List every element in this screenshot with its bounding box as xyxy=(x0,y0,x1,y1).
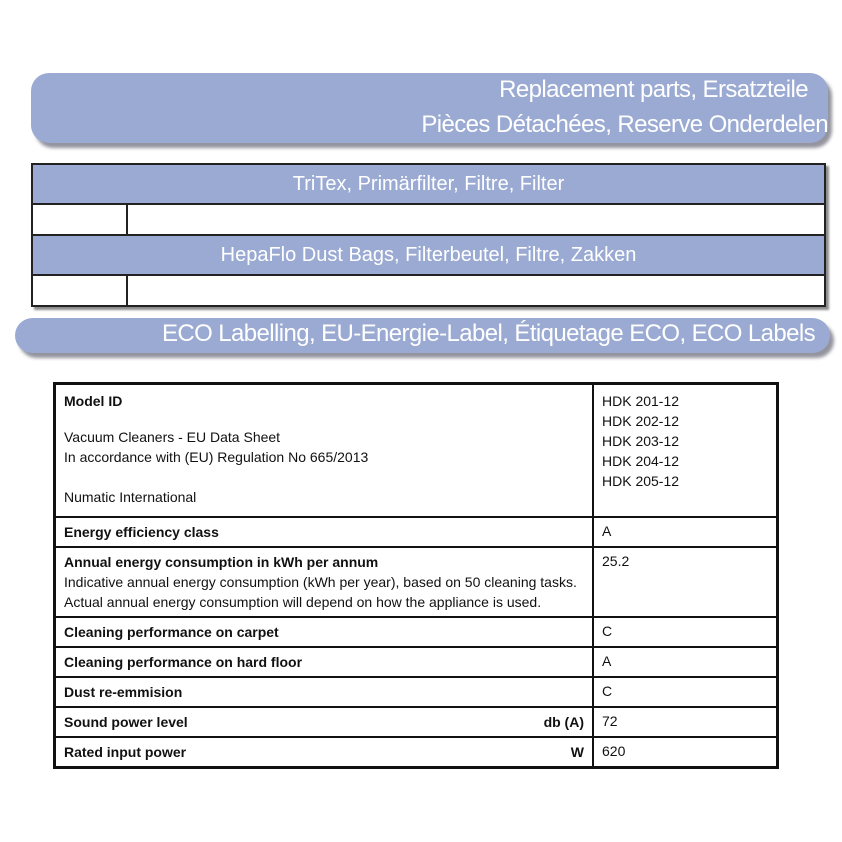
energy-class-value: A xyxy=(593,517,778,547)
eu-data-sheet-table xyxy=(53,382,779,769)
input-power-row xyxy=(55,737,778,768)
carpet-performance-value: C xyxy=(593,617,778,647)
sound-power-row xyxy=(55,707,778,737)
input-power-label: Rated input power xyxy=(64,743,187,760)
dust-reemission-label: Dust re-emmision xyxy=(55,677,594,707)
part-number-cell xyxy=(33,205,128,234)
regulation-text: In accordance with (EU) Regulation No 665/2013 xyxy=(64,449,369,465)
replacement-parts-banner xyxy=(31,73,828,143)
sound-power-label: Sound power level xyxy=(64,713,188,730)
model-number: HDK 205-12 xyxy=(602,473,680,489)
manufacturer-name: Numatic International xyxy=(64,489,197,505)
eco-labelling-banner xyxy=(15,318,830,353)
annual-consumption-label: Annual energy consumption in kWh per annum xyxy=(64,553,379,570)
model-number: HDK 204-12 xyxy=(602,453,680,469)
hard-floor-performance-value: A xyxy=(593,647,778,677)
part-description-cell xyxy=(128,276,824,305)
energy-class-label: Energy efficiency class xyxy=(55,517,594,547)
annual-consumption-value: 25.2 xyxy=(593,547,778,617)
carpet-performance-label: Cleaning performance on carpet xyxy=(55,617,594,647)
model-number: HDK 201-12 xyxy=(602,393,680,409)
annual-consumption-cell xyxy=(55,547,594,617)
tritex-filter-row xyxy=(33,205,824,236)
hard-floor-performance-row xyxy=(55,647,778,677)
dust-reemission-value: C xyxy=(593,677,778,707)
energy-class-row xyxy=(55,517,778,547)
model-number: HDK 203-12 xyxy=(602,433,680,449)
hepaflo-bags-row xyxy=(33,276,824,305)
input-power-cell xyxy=(55,737,594,768)
hard-floor-performance-label: Cleaning performance on hard floor xyxy=(55,647,594,677)
banner-title-line2: Pièces Détachées, Reserve Onderdelen xyxy=(421,111,828,138)
model-info-cell xyxy=(55,384,594,517)
dust-reemission-row xyxy=(55,677,778,707)
model-number: HDK 202-12 xyxy=(602,413,680,429)
tritex-filter-heading: TriTex, Primärfilter, Filtre, Filter xyxy=(33,165,824,205)
hepaflo-bags-heading: HepaFlo Dust Bags, Filterbeutel, Filtre, Zakken xyxy=(33,236,824,276)
annual-consumption-note: Indicative annual energy consumption (kWh per year), based on 50 cleaning tasks. Actual annual energy consumption will depend on how the appliance is used. xyxy=(64,573,577,610)
carpet-performance-row xyxy=(55,617,778,647)
part-number-cell xyxy=(33,276,128,305)
model-id-label: Model ID xyxy=(64,393,123,409)
sound-power-cell xyxy=(55,707,594,737)
banner-title-line1: Replacement parts, Ersatzteile xyxy=(499,76,808,103)
replacement-parts-table xyxy=(31,163,826,307)
model-list-cell xyxy=(593,384,778,517)
annual-consumption-row xyxy=(55,547,778,617)
part-description-cell xyxy=(128,205,824,234)
input-power-unit: W xyxy=(570,743,584,760)
sound-power-value: 72 xyxy=(593,707,778,737)
data-sheet-title: Vacuum Cleaners - EU Data Sheet xyxy=(64,429,281,445)
sound-power-unit: db (A) xyxy=(543,713,584,730)
model-id-row xyxy=(55,384,778,517)
input-power-value: 620 xyxy=(593,737,778,768)
eco-banner-title: ECO Labelling, EU-Energie-Label, Étiquetage ECO, ECO Labels xyxy=(162,320,815,347)
